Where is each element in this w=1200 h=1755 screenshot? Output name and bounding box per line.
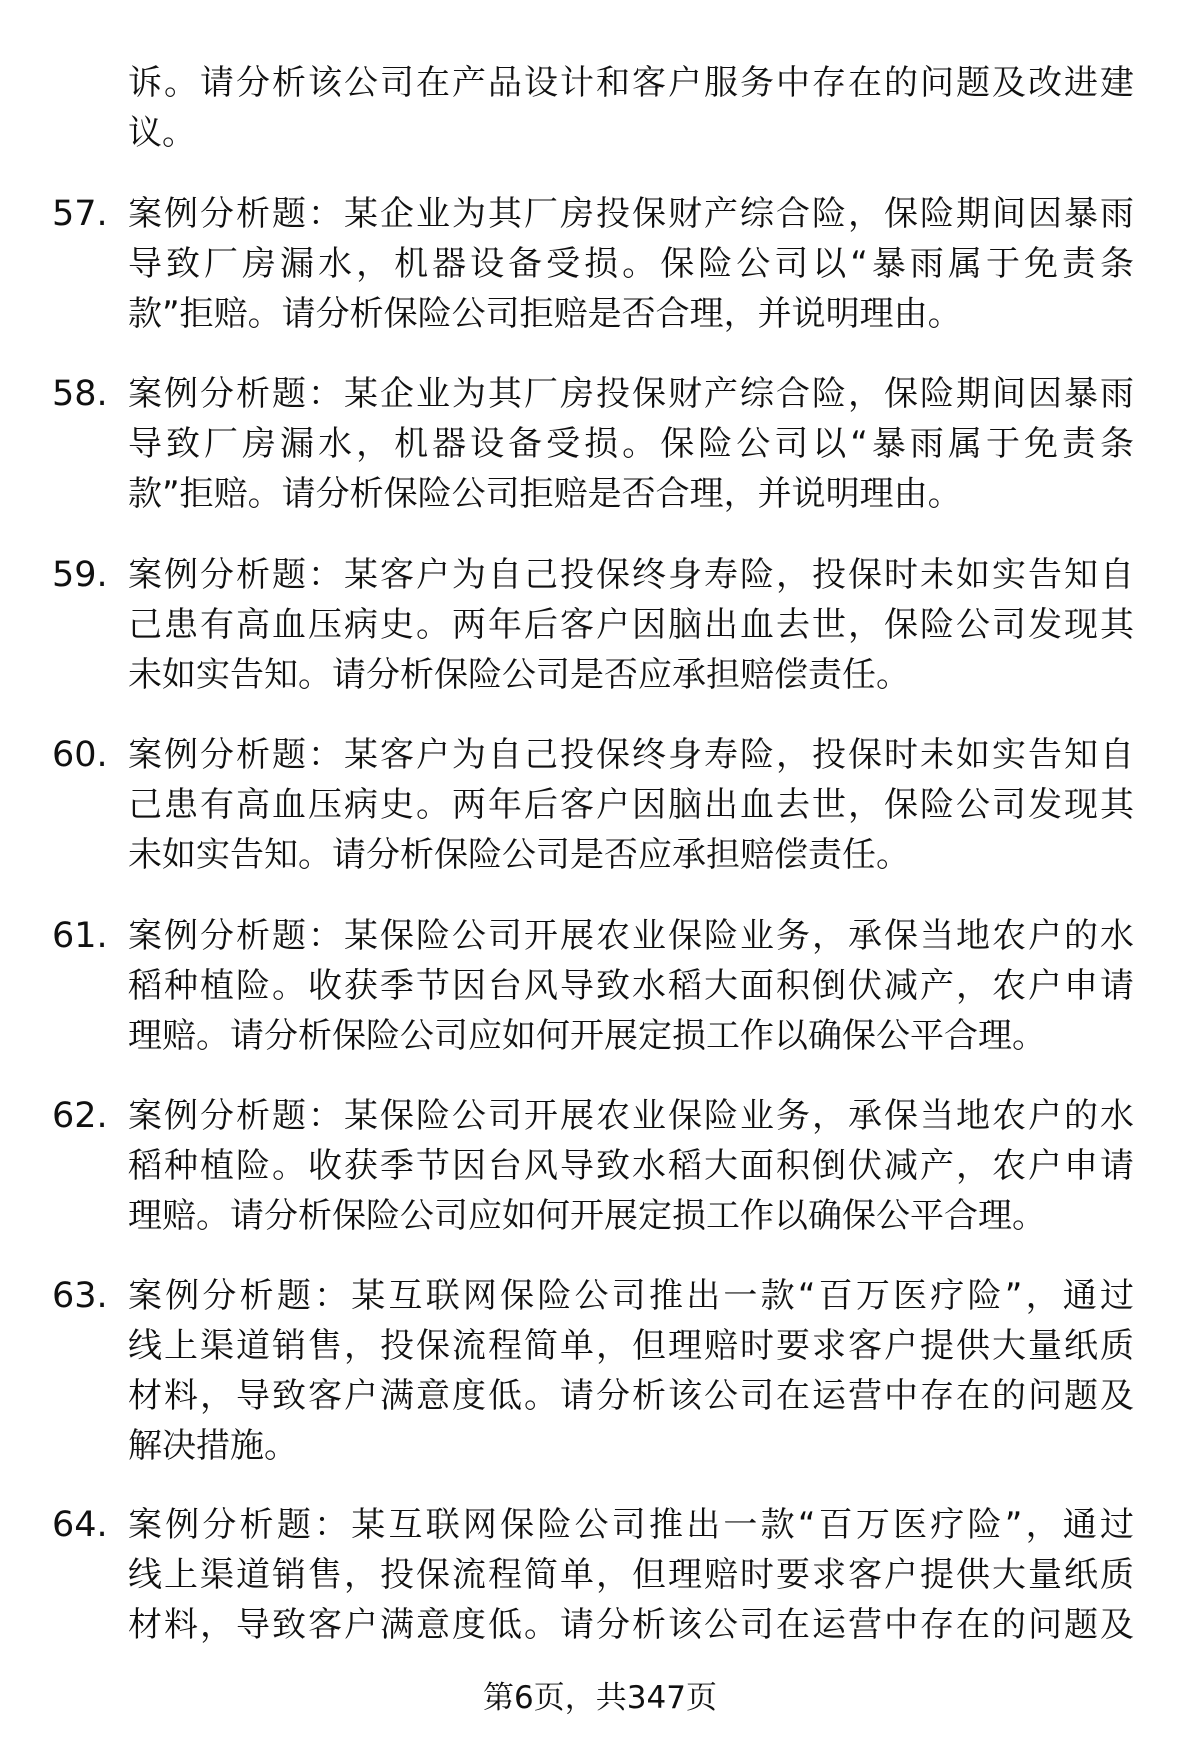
question-number: 58.: [52, 374, 108, 414]
text-line: 理赔。请分析保险公司应如何开展定损工作以确保公平合理。: [128, 1196, 1046, 1236]
text-line: 议。: [128, 113, 196, 153]
question-text: [128, 189, 1134, 339]
question-text: [128, 911, 1134, 1061]
question-number: 63.: [52, 1276, 108, 1316]
text-line: 材料，导致客户满意度低。请分析该公司在运营中存在的问题及: [128, 1376, 1134, 1416]
question-number: 57.: [52, 194, 108, 234]
question-text: [128, 1091, 1134, 1241]
text-line: 案例分析题：某客户为自己投保终身寿险，投保时未如实告知自: [128, 735, 1134, 775]
text-line: 导致厂房漏水，机器设备受损。保险公司以“暴雨属于免责条: [128, 244, 1134, 284]
question-number: 62.: [52, 1096, 108, 1136]
question-text: [128, 1271, 1134, 1471]
text-line: 款”拒赔。请分析保险公司拒赔是否合理，并说明理由。: [128, 294, 962, 334]
text-line: 稻种植险。收获季节因台风导致水稻大面积倒伏减产，农户申请: [128, 966, 1134, 1006]
question-text: [128, 1500, 1134, 1650]
question-text: [128, 58, 1134, 158]
text-line: 案例分析题：某保险公司开展农业保险业务，承保当地农户的水: [128, 1096, 1134, 1136]
text-line: 案例分析题：某互联网保险公司推出一款“百万医疗险”，通过: [128, 1505, 1134, 1545]
question-text: [128, 369, 1134, 519]
question-number: 59.: [52, 555, 108, 595]
text-line: 案例分析题：某保险公司开展农业保险业务，承保当地农户的水: [128, 916, 1134, 956]
text-line: 案例分析题：某企业为其厂房投保财产综合险，保险期间因暴雨: [128, 374, 1134, 414]
text-line: 案例分析题：某互联网保险公司推出一款“百万医疗险”，通过: [128, 1276, 1134, 1316]
text-line: 线上渠道销售，投保流程简单，但理赔时要求客户提供大量纸质: [128, 1555, 1134, 1595]
text-line: 未如实告知。请分析保险公司是否应承担赔偿责任。: [128, 835, 910, 875]
text-line: 己患有高血压病史。两年后客户因脑出血去世，保险公司发现其: [128, 605, 1134, 645]
text-line: 解决措施。: [128, 1426, 298, 1466]
text-line: 己患有高血压病史。两年后客户因脑出血去世，保险公司发现其: [128, 785, 1134, 825]
text-line: 未如实告知。请分析保险公司是否应承担赔偿责任。: [128, 655, 910, 695]
question-number: 61.: [52, 916, 108, 956]
question-text: [128, 550, 1134, 700]
text-line: 导致厂房漏水，机器设备受损。保险公司以“暴雨属于免责条: [128, 424, 1134, 464]
question-number: 60.: [52, 735, 108, 775]
text-line: 案例分析题：某企业为其厂房投保财产综合险，保险期间因暴雨: [128, 194, 1134, 234]
text-line: 款”拒赔。请分析保险公司拒赔是否合理，并说明理由。: [128, 474, 962, 514]
text-line: 诉。请分析该公司在产品设计和客户服务中存在的问题及改进建: [128, 63, 1134, 103]
page-footer: 第6页，共347页: [483, 1680, 717, 1716]
text-line: 材料，导致客户满意度低。请分析该公司在运营中存在的问题及: [128, 1605, 1134, 1645]
text-line: 案例分析题：某客户为自己投保终身寿险，投保时未如实告知自: [128, 555, 1134, 595]
text-line: 理赔。请分析保险公司应如何开展定损工作以确保公平合理。: [128, 1016, 1046, 1056]
text-line: 线上渠道销售，投保流程简单，但理赔时要求客户提供大量纸质: [128, 1326, 1134, 1366]
text-line: 稻种植险。收获季节因台风导致水稻大面积倒伏减产，农户申请: [128, 1146, 1134, 1186]
question-text: [128, 730, 1134, 880]
question-number: 64.: [52, 1505, 108, 1545]
